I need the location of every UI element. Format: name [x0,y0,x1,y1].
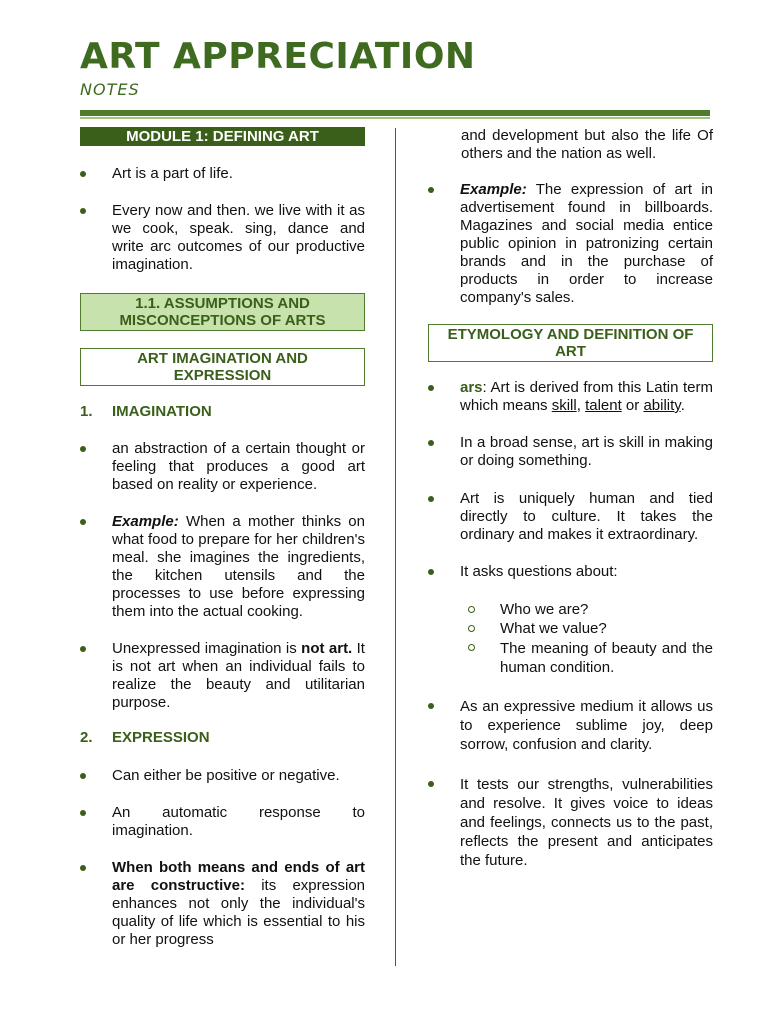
bullet-item [428,563,713,581]
numbered-heading-expression [80,729,365,747]
heading-label: EXPRESSION [112,729,210,746]
section-heading-assumptions: 1.1. ASSUMPTIONS AND MISCONCEPTIONS OF ARTS [80,293,365,331]
bullet-text: It asks questions about: [460,563,618,580]
sub-list-item [428,620,713,638]
bullet-text: Can either be positive or negative. [112,767,340,784]
left-column [80,127,365,949]
bullet-icon [80,646,86,652]
keyword-skill: skill [551,397,577,414]
period: . [680,397,685,414]
bullet-item [428,697,713,754]
keyword-ability: ability [643,397,681,414]
bullet-icon [428,440,434,446]
bullet-icon [428,187,434,193]
sub-item-text: The meaning of beauty and the human condition. [500,640,713,676]
circle-bullet-icon [468,606,475,613]
module-heading: MODULE 1: DEFINING ART [80,127,365,146]
bullet-text: It tests our strengths, vulnerabilities and resolve. It gives voice to ideas and feelings, connects us to the past, reflects the present and anticipates the future. [460,776,713,869]
bullet-text: In a broad sense, art is skill in making or doing something. [460,434,713,469]
bullet-icon [80,773,86,779]
bullet-icon [80,208,86,214]
bullet-icon [428,569,434,575]
term-ars: ars [460,379,483,396]
section-heading-etymology: ETYMOLOGY AND DEFINITION OF ART [428,324,713,362]
bullet-item [428,775,713,870]
bullet-text: It is not art when an individual fails to realize the beauty and utilitarian purpose. [112,640,365,711]
bullet-item [80,767,365,785]
column-divider [395,128,396,966]
numbered-heading-imagination [80,403,365,421]
sub-item-text: What we value? [500,620,607,637]
bullet-text: As an expressive medium it allows us to experience sublime joy, deep sorrow, confusion and clarity. [460,698,713,753]
heading-label: IMAGINATION [112,403,212,420]
bullet-item [428,181,713,307]
sub-list-item [428,601,713,619]
bullet-icon [80,865,86,871]
heading-number: 2. [80,729,93,746]
bullet-text: Every now and then. we live with it as we cook, speak. sing, dance and write arc outcomes of our productive imagination. [112,202,365,273]
bullet-icon [428,385,434,391]
bullet-text: Unexpressed imagination is [112,640,302,657]
bullet-text: : Art is derived from this Latin term which means [460,379,713,414]
bullet-item [80,859,365,949]
bullet-icon [80,519,86,525]
circle-bullet-icon [468,644,475,651]
section-heading-imagination-expression: ART IMAGINATION AND EXPRESSION [80,348,365,386]
continued-paragraph: and development but also the life Of others and the nation as well. [461,127,713,162]
bullet-text: When a mother thinks on what food to prepare for her children's meal. she imagines the ingredients, the kitchen utensils and the processes to use before expressing them into the actual cooking. [112,513,365,620]
bullet-text: An automatic response to imagination. [112,804,365,839]
header-rule [80,110,710,116]
emphasis-text: When both means and ends of art are constructive: [112,859,365,894]
separator: , [576,397,586,414]
bullet-item [80,640,365,712]
emphasis-text: not art. [301,640,353,657]
separator: or [621,397,644,414]
example-label: Example: [460,181,527,198]
bullet-text: Art is a part of life. [112,165,233,182]
bullet-item [80,440,365,494]
right-column [428,127,713,870]
bullet-icon [80,171,86,177]
page-title: ART APPRECIATION [80,36,476,77]
bullet-item [80,165,365,183]
bullet-item [428,490,713,544]
sub-item-text: Who we are? [500,601,589,618]
bullet-item [428,379,713,415]
bullet-text: The expression of art in advertisement found in billboards. Magazines and social media entice public opinion in patronizing certain brands and in the purchase of products in order to increase company's sales. [460,181,713,306]
sub-list-item [428,639,713,677]
bullet-item [80,804,365,840]
bullet-icon [80,446,86,452]
bullet-item [80,513,365,621]
bullet-icon [428,703,434,709]
heading-number: 1. [80,403,93,420]
bullet-item [428,434,713,470]
bullet-text: Art is uniquely human and tied directly to culture. It takes the ordinary and makes it extraordinary. [460,490,713,543]
bullet-text: an abstraction of a certain thought or feeling that produces a good art based on reality or experience. [112,440,365,493]
keyword-talent: talent [585,397,622,414]
header-rule-accent [80,117,710,119]
bullet-icon [428,496,434,502]
bullet-icon [80,810,86,816]
bullet-icon [428,781,434,787]
example-label: Example: [112,513,179,530]
bullet-item [80,202,365,274]
page-subtitle: NOTES [80,80,140,99]
bullet-text: its expression enhances not only the individual's quality of life which is essential to his or her progress [112,877,365,948]
circle-bullet-icon [468,625,475,632]
